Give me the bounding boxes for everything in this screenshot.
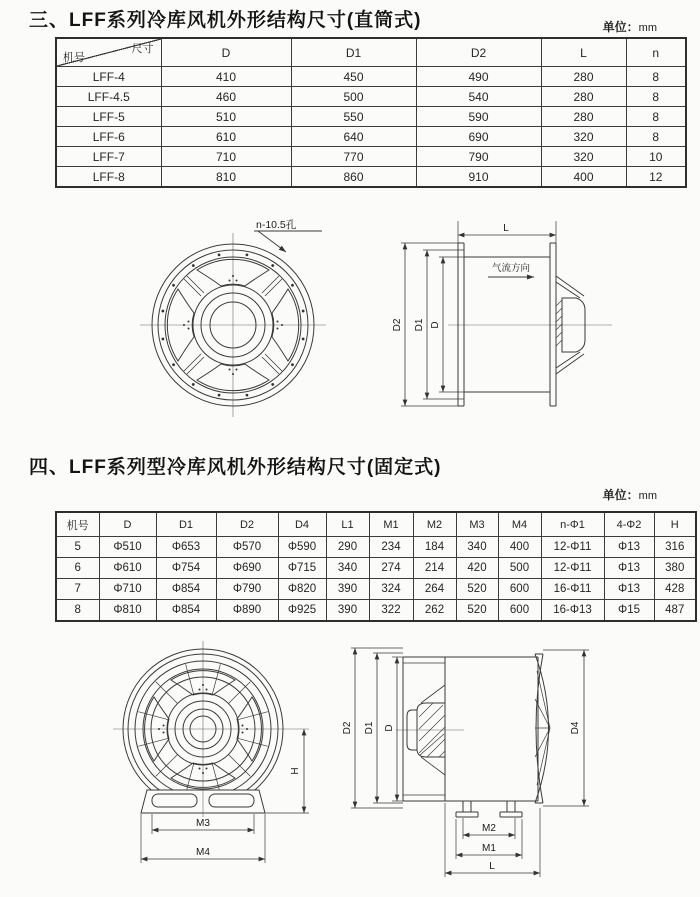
outlet-grille — [535, 654, 550, 803]
table-cell: 600 — [498, 579, 541, 600]
table-cell: 380 — [654, 558, 696, 579]
table-cell: Φ13 — [604, 537, 654, 558]
table-cell: 420 — [456, 558, 498, 579]
table-cell: Φ690 — [216, 558, 278, 579]
column-header: n-Φ1 — [541, 512, 604, 537]
table-cell: 410 — [161, 67, 291, 87]
table-header-row — [56, 512, 696, 537]
dim-label-m1: M1 — [482, 843, 496, 854]
table-cell: 12 — [626, 167, 686, 188]
section1-title: 三、LFF系列冷库风机外形结构尺寸(直筒式) — [29, 10, 422, 31]
fan-front-view-drawing — [140, 231, 326, 417]
table-cell: 790 — [416, 147, 541, 167]
table-cell: 290 — [326, 537, 369, 558]
table-cell: 490 — [416, 67, 541, 87]
unit-value: mm — [638, 490, 657, 502]
table-cell: 400 — [498, 537, 541, 558]
unit-label: 单位： — [602, 488, 639, 502]
table-cell: 710 — [161, 147, 291, 167]
unit-label: 单位： — [602, 20, 639, 34]
column-header: D4 — [278, 512, 326, 537]
table-cell: 340 — [456, 537, 498, 558]
dim-label-d4: D4 — [570, 721, 581, 735]
dim-label-d: D — [430, 321, 441, 329]
airflow-direction-label: 气流方向 — [491, 263, 531, 274]
table-cell: 324 — [369, 579, 413, 600]
table-cell: 274 — [369, 558, 413, 579]
table-cell: 390 — [326, 600, 369, 622]
table-row — [56, 600, 696, 622]
dim-label-l: L — [489, 861, 495, 872]
column-header: L — [541, 38, 626, 67]
column-header: n — [626, 38, 686, 67]
corner-label-model: 机号 — [63, 52, 85, 64]
fixed-type-drawings — [0, 637, 700, 897]
table-cell: Φ754 — [156, 558, 216, 579]
column-header: 机号 — [56, 512, 99, 537]
row-header-cell: LFF-5 — [56, 107, 161, 127]
table-cell: 860 — [291, 167, 416, 188]
dim-label-h: H — [290, 767, 301, 775]
table-cell: 500 — [498, 558, 541, 579]
table-cell: 280 — [541, 67, 626, 87]
hole-count-label: n-10.5孔 — [256, 219, 297, 231]
dim-label-d2: D2 — [342, 721, 353, 735]
column-header: L1 — [326, 512, 369, 537]
table-row — [56, 579, 696, 600]
row-header-cell: 7 — [56, 579, 99, 600]
table-cell: 8 — [626, 87, 686, 107]
section2-unit-note — [603, 486, 657, 503]
column-header: M4 — [498, 512, 541, 537]
table-cell: 910 — [416, 167, 541, 188]
table-header-row — [56, 38, 686, 67]
table-cell: Φ610 — [99, 558, 156, 579]
column-header: D1 — [156, 512, 216, 537]
diagonal-corner-cell — [56, 38, 161, 67]
table-cell: Φ715 — [278, 558, 326, 579]
table-cell: 12-Φ11 — [541, 537, 604, 558]
column-header: D2 — [416, 38, 541, 67]
table-cell: 10 — [626, 147, 686, 167]
row-header-cell: LFF-7 — [56, 147, 161, 167]
table-cell: 262 — [413, 600, 456, 622]
table-cell: 316 — [654, 537, 696, 558]
table-cell: Φ710 — [99, 579, 156, 600]
dim-label-m2: M2 — [482, 823, 496, 834]
table-cell: 8 — [626, 127, 686, 147]
dim-label-m4: M4 — [196, 847, 210, 858]
dim-label-d1: D1 — [364, 721, 375, 735]
column-header: H — [654, 512, 696, 537]
corner-label-size: 尺寸 — [131, 43, 154, 55]
row-header-cell: 5 — [56, 537, 99, 558]
table-cell: 770 — [291, 147, 416, 167]
table-cell: 550 — [291, 107, 416, 127]
table-cell: 610 — [161, 127, 291, 147]
table-cell: 322 — [369, 600, 413, 622]
table-cell: 590 — [416, 107, 541, 127]
unit-value: mm — [638, 22, 657, 34]
table-cell: Φ854 — [156, 579, 216, 600]
table-cell: 320 — [541, 127, 626, 147]
column-header: D1 — [291, 38, 416, 67]
spec-table-straight-type — [55, 37, 687, 188]
table-cell: 500 — [291, 87, 416, 107]
table-cell: 600 — [498, 600, 541, 622]
table-cell: 280 — [541, 87, 626, 107]
column-header: D — [99, 512, 156, 537]
table-cell: 510 — [161, 107, 291, 127]
table-cell: 810 — [161, 167, 291, 188]
column-header: 4-Φ2 — [604, 512, 654, 537]
leader-line — [258, 231, 286, 252]
table-cell: 320 — [541, 147, 626, 167]
table-cell: 12-Φ11 — [541, 558, 604, 579]
dim-label-m3: M3 — [196, 818, 210, 829]
table-cell: 8 — [626, 107, 686, 127]
row-header-cell: 6 — [56, 558, 99, 579]
table-cell: Φ570 — [216, 537, 278, 558]
table-cell: Φ820 — [278, 579, 326, 600]
column-header: D — [161, 38, 291, 67]
column-header: M2 — [413, 512, 456, 537]
table-row — [56, 127, 686, 147]
fixed-fan-front-view-drawing — [113, 641, 309, 863]
table-cell: 520 — [456, 579, 498, 600]
spec-table-fixed-type — [55, 511, 697, 622]
section2-title: 四、LFF系列型冷库风机外形结构尺寸(固定式) — [29, 457, 442, 478]
table-cell: 264 — [413, 579, 456, 600]
table-cell: 520 — [456, 600, 498, 622]
table-cell: 16-Φ13 — [541, 600, 604, 622]
table-cell: 460 — [161, 87, 291, 107]
table-cell: Φ854 — [156, 600, 216, 622]
dim-label-d2: D2 — [392, 318, 403, 332]
table-cell: Φ510 — [99, 537, 156, 558]
table-cell: 234 — [369, 537, 413, 558]
table-cell: Φ653 — [156, 537, 216, 558]
table-cell: 8 — [626, 67, 686, 87]
section1-unit-note — [603, 18, 657, 35]
table-row — [56, 67, 686, 87]
table-cell: Φ13 — [604, 579, 654, 600]
row-header-cell: LFF-8 — [56, 167, 161, 188]
table-cell: 540 — [416, 87, 541, 107]
fan-side-view-drawing — [401, 221, 612, 406]
table-cell: Φ590 — [278, 537, 326, 558]
row-header-cell: LFF-4.5 — [56, 87, 161, 107]
table-row — [56, 147, 686, 167]
row-header-cell: LFF-4 — [56, 67, 161, 87]
table-cell: Φ790 — [216, 579, 278, 600]
table-cell: 340 — [326, 558, 369, 579]
table-cell: Φ15 — [604, 600, 654, 622]
table-cell: Φ925 — [278, 600, 326, 622]
table-cell: 690 — [416, 127, 541, 147]
dim-label-l: L — [503, 223, 509, 234]
straight-type-drawings — [0, 212, 700, 447]
table-cell: 184 — [413, 537, 456, 558]
table-cell: 390 — [326, 579, 369, 600]
table-row — [56, 107, 686, 127]
table-cell: Φ810 — [99, 600, 156, 622]
mounting-feet — [456, 801, 522, 817]
table-row — [56, 558, 696, 579]
table-cell: 400 — [541, 167, 626, 188]
table-cell: 428 — [654, 579, 696, 600]
row-header-cell: LFF-6 — [56, 127, 161, 147]
table-cell: 16-Φ11 — [541, 579, 604, 600]
column-header: D2 — [216, 512, 278, 537]
table-cell: 640 — [291, 127, 416, 147]
table-cell: 214 — [413, 558, 456, 579]
dim-label-d1: D1 — [414, 318, 425, 332]
table-row — [56, 537, 696, 558]
table-row — [56, 87, 686, 107]
fixed-fan-side-view-drawing — [351, 648, 589, 877]
row-header-cell: 8 — [56, 600, 99, 622]
table-cell: Φ890 — [216, 600, 278, 622]
table-cell: 280 — [541, 107, 626, 127]
column-header: M1 — [369, 512, 413, 537]
table-row — [56, 167, 686, 188]
dim-label-d: D — [384, 724, 395, 732]
table-cell: 487 — [654, 600, 696, 622]
table-cell: Φ13 — [604, 558, 654, 579]
table-cell: 450 — [291, 67, 416, 87]
column-header: M3 — [456, 512, 498, 537]
